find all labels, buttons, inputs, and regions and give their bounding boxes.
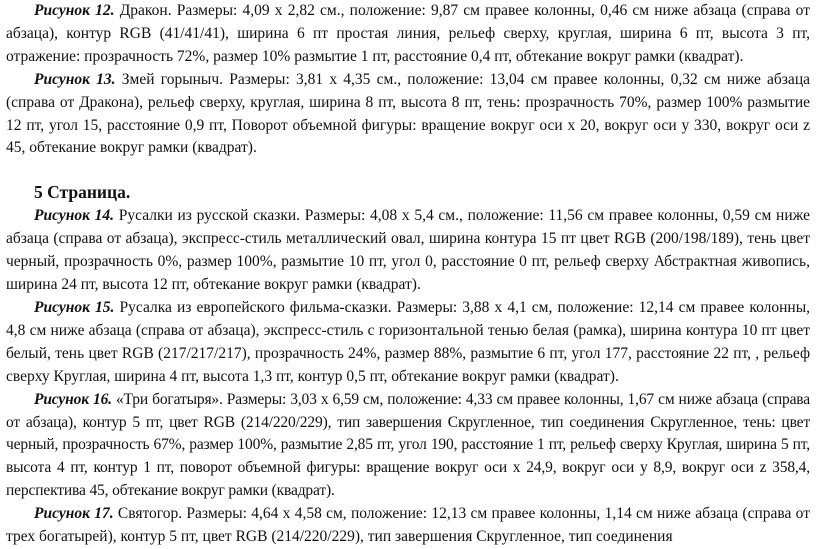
document-page <box>6 0 810 549</box>
figure-12-label: Рисунок 12. <box>34 2 115 19</box>
figure-15-paragraph <box>6 297 810 389</box>
figure-17-description: Святогор. Размеры: 4,64 x 4,58 см, положение: 12,13 см правее колонны, 1,14 см ниже абзаца (справа от трех богатырей), контур 5 пт, цвет RGB (214/220/229), тип завершения Скругленное, тип соединения <box>6 505 810 546</box>
figure-17-label: Рисунок 17. <box>34 505 114 523</box>
figure-13-label: Рисунок 13. <box>34 70 116 88</box>
figure-12-paragraph <box>6 0 810 69</box>
figure-16-paragraph <box>6 389 810 504</box>
section-heading: 5 Страница. <box>34 182 131 203</box>
figure-16-description: «Три богатыря». Размеры: 3,03 x 6,59 см, положение: 4,33 см правее колонны, 1,67 см ниже абзаца (справа от абзаца), контур 5 пт, цвет RGB (214/220/229), тип завершения Скругленное, тип соединения Скругленное, тень: цвет черный, прозрачность 67%, размер 100%, размытие 2,85 пт, угол 190, расстояние 1 пт, рельеф сверху Круглая, ширина 5 пт, высота 4 пт, контур 1 пт, поворот объемной фигуры: вращение вокруг оси x 24,9, вокруг оси y 8,9, вокруг оси z 358,4, перспектива 45, обтекание вокруг рамки (квадрат). <box>6 390 810 500</box>
figure-15-description: Русалка из европейского фильма-сказки. Размеры: 3,88 x 4,1 см, положение: 12,14 см правее колонны, 4,8 см ниже абзаца (справа от абзаца), экспресс-стиль с горизонтальной тенью белая (рамка), ширина контура 10 пт цвет белый, тень цвет RGB (217/217/217), прозрачность 24%, размер 88%, размытие 6 пт, угол 177, расстояние 22 пт, , рельеф сверху Круглая, ширина 4 пт, высота 1,3 пт, контур 0,5 пт, обтекание вокруг рамки (квадрат). <box>6 298 811 385</box>
figure-17-paragraph <box>6 503 810 549</box>
figure-16-label: Рисунок 16. <box>34 390 112 408</box>
figure-13-paragraph <box>6 69 810 161</box>
figure-13-description: Змей горыныч. Размеры: 3,81 x 4,35 см., положение: 13,04 см правее колонны, 0,32 см ниже абзаца (справа от Дракона), рельеф сверху, круглая, ширина 8 пт, высота 8 пт, тень: прозрачность 70%, размер 100% размытие 12 пт, угол 15, расстояние 0,9 пт, Поворот объемной фигуры: вращение вокруг оси x 20, вокруг оси y 330, вокруг оси z 45, обтекание вокруг рамки (квадрат). <box>6 70 810 157</box>
figure-14-label: Рисунок 14. <box>34 207 115 225</box>
figure-14-description: Русалки из русской сказки. Размеры: 4,08 x 5,4 см., положение: 11,56 см правее колонны, 0,59 см ниже абзаца (справа от абзаца), экспресс-стиль металлический овал, ширина контура 15 пт цвет RGB (200/198/189), тень цвет черный, прозрачность 0%, размер 100%, размытие 10 пт, угол 0, расстояние 0 пт, рельеф сверху Абстрактная живопись, ширина 24 пт, высота 12 пт, обтекание вокруг рамки (квадрат). <box>6 207 810 294</box>
figure-14-paragraph <box>6 205 810 297</box>
figure-12-description: Дракон. Размеры: 4,09 x 2,82 см., положение: 9,87 см правее колонны, 0,46 см ниже абзаца (справа от абзаца), контур RGB (41/41/41), ширина 6 пт простая линия, рельеф сверху, круглая, ширина 6 пт, высота 3 пт, отражение: прозрачность 72%, размер 10% размытие 1 пт, расстояние 0,4 пт, обтекание вокруг рамки (квадрат). <box>6 2 810 65</box>
figure-15-label: Рисунок 15. <box>34 298 115 316</box>
